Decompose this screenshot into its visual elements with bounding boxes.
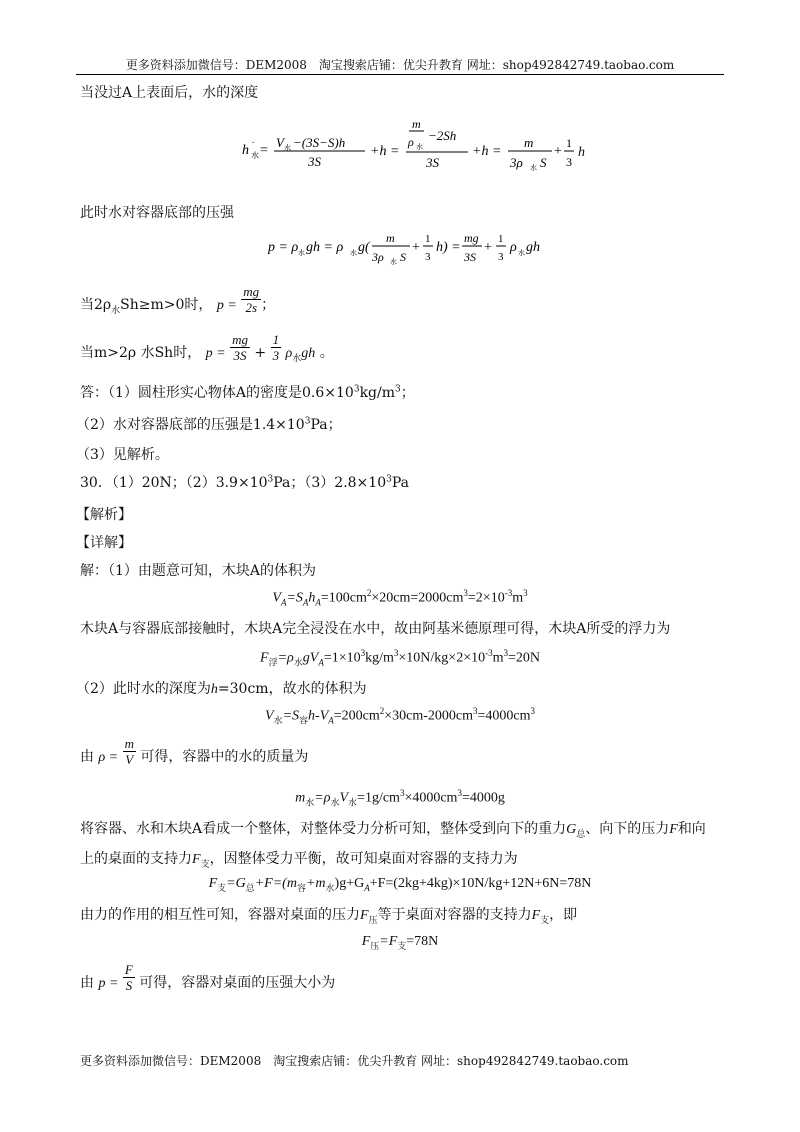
solution-line-2: 木块A与容器底部接触时，木块A完全浸没在水中，故由阿基米德原理可得，木块A所受的浮力为 [80,621,671,637]
equation-volume-A: $V_A=S_Ah_A=100cm^2\times 20cm=2000cm^3=2\times 10^{-3}m^3$ [272,588,528,608]
equation-buoyancy: $F_浮=\rho_水gV_A=1\times 10^3kg/m^3\times 10N/kg\times 2\times 10^{-3}m^3=20N$ [260,648,540,668]
text-line-case2: 当m>2ρ 水Sh时， p = $\frac{mg}{3S}$ + $\frac{1}{3}$ $\rho_水gh$ 。 [80,332,334,365]
svg-text:水: 水 [518,249,525,257]
header-divider [76,74,724,75]
question-30-answer: 30．（1）20N；$(2)3.9\times 10^3Pa$；$(3)2.8\times 10^3Pa$ [80,474,409,491]
text-line-1: 当没过A上表面后，水的深度 [80,85,259,101]
equation-water-depth: h 水 ˉ = V 水 −(3S−S)h 3S +h = m ρ 水 −2Sh 3S +h = m 3ρ 水 S + 1 3 h [242,117,585,172]
svg-text:m: m [524,135,534,150]
svg-text:−2Sh: −2Sh [428,128,457,143]
svg-text:水: 水 [416,143,423,151]
answer-line-2: （2）水对容器底部的压强是$1.4\times 10^3Pa$； [76,416,342,433]
svg-text:1: 1 [425,233,431,245]
svg-text:3: 3 [566,155,572,169]
svg-text:V: V [276,135,284,150]
svg-text:3: 3 [425,251,431,263]
svg-text:1: 1 [566,136,572,150]
svg-text:+: + [412,240,420,255]
svg-text:=: = [260,143,268,158]
svg-text:水: 水 [251,151,259,160]
svg-text:3ρ: 3ρ [510,155,523,170]
section-detail: 【详解】 [76,535,132,551]
svg-text:+h =: +h = [370,144,400,159]
equation-support-force: $F_支=G_总+F=(m_容+m_水)g+G_A+F=(2kg+4kg)\times 10N/kg+12N+6N=78N$ [208,876,592,893]
answer-line-3: （3）见解析。 [76,447,169,463]
page-header: 更多资料添加微信号：DEM2008 淘宝搜索店铺：优尖升教育 网址：shop492842749.taobao.com [125,58,675,72]
svg-text:ˉ: ˉ [252,140,255,149]
solution-line-6: 上的桌面的支持力$F_支$，因整体受力平衡，故可知桌面对容器的支持力为 [80,851,518,870]
solution-line-7: 由力的作用的相互性可知，容器对桌面的压力$F_压$等于桌面对容器的支持力$F_支$，即 [80,907,578,926]
solution-line-5: 将容器、水和木块A看成一个整体，对整体受力分析可知，整体受到向下的重力$G_总$、向下的压力F和向 [80,821,706,840]
svg-text:g(: g( [358,240,370,255]
svg-text:ρ: ρ [510,240,517,255]
svg-text:h) =: h) = [436,240,461,255]
svg-text:mg: mg [464,231,479,245]
solution-line-4: 由 ρ = $\frac{m}{V}$ 可得，容器中的水的质量为 [80,736,309,767]
svg-text:水: 水 [284,144,291,152]
svg-text:ρ: ρ [408,135,414,149]
svg-text:水: 水 [350,249,357,257]
svg-text:m: m [386,231,395,245]
svg-text:3S: 3S [308,154,321,169]
svg-text:p = ρ: p = ρ [268,240,299,255]
svg-text:S: S [400,250,406,264]
svg-text:水: 水 [298,249,305,257]
svg-text:3S: 3S [426,155,439,170]
svg-text:+: + [554,144,562,159]
equation-water-volume: $V_水=S_容h-V_A=200cm^2\times 30cm-2000cm^3=4000cm^3$ [264,706,536,726]
text-line-2: 此时水对容器底部的压强 [80,205,234,221]
svg-text:水: 水 [530,164,537,172]
svg-text:h: h [242,143,249,158]
solution-line-8: 由 p = $\frac{F}{S}$ 可得，容器对桌面的压强大小为 [80,962,336,993]
svg-text:3ρ: 3ρ [372,250,384,264]
svg-text:水: 水 [390,258,397,266]
svg-text:gh = ρ: gh = ρ [306,240,344,255]
svg-text:gh: gh [526,240,540,255]
solution-line-1: 解：（1）由题意可知，木块A的体积为 [80,563,317,579]
section-analysis: 【解析】 [76,507,132,523]
solution-line-3: （2）此时水的深度为h=30cm，故水的体积为 [76,681,367,697]
svg-text:3S: 3S [464,250,476,264]
equation-water-mass: $m_水=\rho_水V_水=1g/cm^3\times 4000cm^3=4000g$ [295,788,505,808]
svg-text:−(3S−S)h: −(3S−S)h [293,135,346,150]
svg-text:+h =: +h = [472,144,502,159]
svg-text:1: 1 [498,233,504,245]
svg-text:+: + [484,240,492,255]
answer-line-1: 答：（1）圆柱形实心物体A的密度是$0.6\times 10^3kg/m^3$； [80,384,415,401]
equation-pressure-force: $F_压=F_支=78N$ [361,934,439,951]
text-line-case1: 当$2\rho_水Sh\ge m>0$时， p = $\frac{mg}{2s}$ ； [80,284,276,317]
svg-text:3: 3 [498,251,504,263]
page-footer: 更多资料添加微信号：DEM2008 淘宝搜索店铺：优尖升教育 网址：shop492842749.taobao.com [80,1054,629,1068]
svg-text:S: S [540,155,547,170]
equation-pressure [268,226,548,276]
svg-text:m: m [412,117,421,131]
